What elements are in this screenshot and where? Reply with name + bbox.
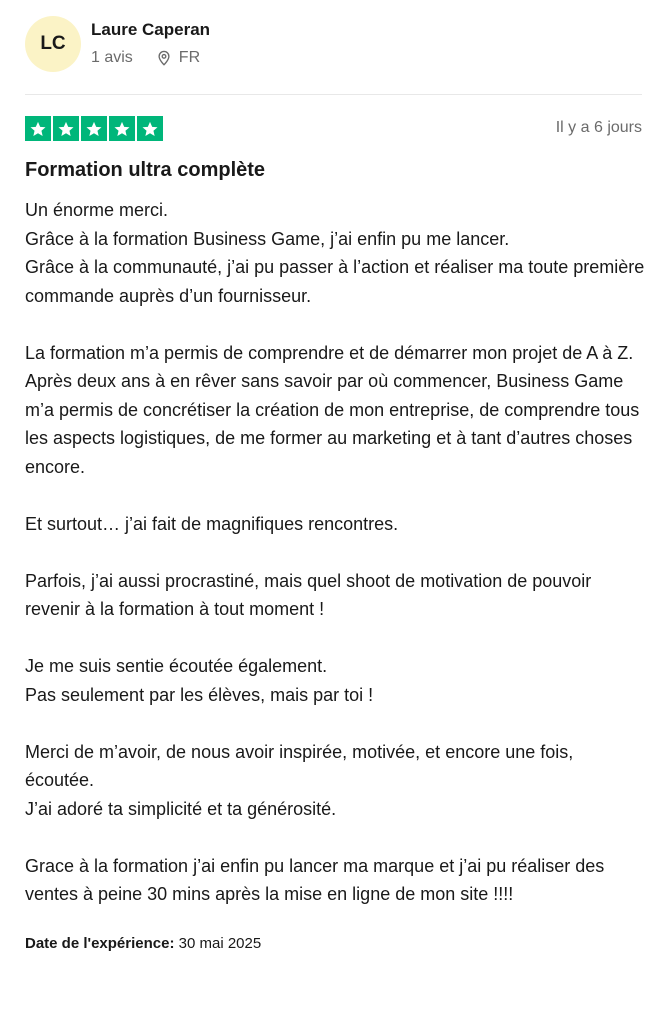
rating-row [25,95,645,153]
reviewer-country: FR [178,49,201,66]
review-paragraph [25,652,645,709]
review-paragraph [25,196,645,310]
experience-date [25,935,645,952]
star-icon [109,116,135,141]
review-line: Un énorme merci. [25,200,169,220]
location-pin-icon [155,49,173,67]
star-icon [53,116,79,141]
star-icon [137,116,163,141]
review-line: Parfois, j’ai aussi procrastiné, mais quel shoot de motivation de pouvoir revenir à la formation à tout moment ! [25,570,592,619]
review-line: Grace à la formation j’ai enfin pu lancer ma marque et j’ai pu réaliser des ventes à peine 30 mins après la mise en ligne de mon site !!!! [25,855,605,904]
reviewer-meta [91,49,200,67]
review-title[interactable]: Formation ultra complète [25,159,266,181]
star-icon [81,116,107,141]
review-line: Après deux ans à en rêver sans savoir par où commencer, Business Game m’a permis de concrétiser la création de mon entreprise, de comprendre tous les aspects logistiques, de me former au marketing et à tant d’autres choses encore. [25,371,640,477]
review-paragraph [25,567,645,624]
review-line: Grâce à la formation Business Game, j’ai enfin pu me lancer. [25,228,510,249]
review-line: Grâce à la communauté, j’ai pu passer à l’action et réaliser ma toute première commande auprès d’un fournisseur. [25,257,645,306]
star-rating [25,116,163,141]
reviewer-header [25,0,642,95]
star-icon [25,116,51,141]
experience-date-label: Date de l'expérience: [25,934,175,952]
review-date: Il y a 6 jours [555,119,642,136]
review-line: J’ai adoré ta simplicité et ta générosité. [25,798,337,819]
review-body [25,196,645,909]
reviews-count: 1 avis [91,49,133,66]
avatar[interactable]: LC [25,16,81,72]
review-line: La formation m’a permis de comprendre et de démarrer mon projet de A à Z. [25,342,634,363]
review-paragraph [25,738,645,824]
review-line: Pas seulement par les élèves, mais par toi ! [25,684,374,705]
review-paragraph [25,339,645,482]
experience-date-value: 30 mai 2025 [178,934,262,952]
review-paragraph [25,510,645,539]
reviewer-name[interactable]: Laure Caperan [91,20,211,39]
review-line: Et surtout… j’ai fait de magnifiques rencontres. [25,513,399,534]
review-line: Merci de m’avoir, de nous avoir inspirée, motivée, et encore une fois, écoutée. [25,741,574,790]
review-paragraph [25,852,645,909]
review-line: Je me suis sentie écoutée également. [25,656,328,676]
